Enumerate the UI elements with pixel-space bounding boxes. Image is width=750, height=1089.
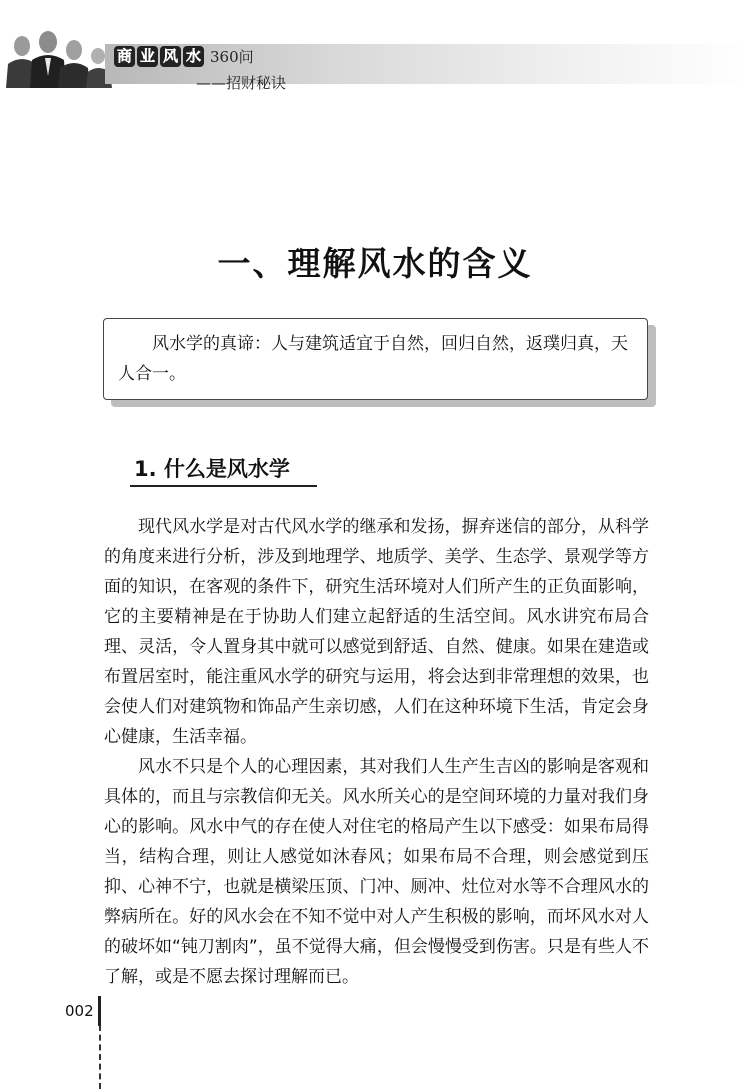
book-title-char: 水 — [183, 46, 204, 67]
businessmen-photo-icon — [0, 26, 112, 88]
page-margin-rule-solid — [98, 996, 101, 1026]
book-title-char: 业 — [137, 46, 158, 67]
body-text — [104, 512, 649, 992]
quote-text: 风水学的真谛：人与建筑适宜于自然，回归自然，返璞归真，天人合一。 — [118, 334, 628, 384]
section-underline — [130, 485, 317, 487]
paragraph: 现代风水学是对古代风水学的继承和发扬，摒弃迷信的部分，从科学的角度来进行分析，涉及到地理学、地质学、美学、生态学、景观学等方面的知识，在客观的条件下，研究生活环境对人们所产生的正负面影响，它的主要精神是在于协助人们建立起舒适的生活空间。风水讲究布局合理、灵活，令人置身其中就可以感觉到舒适、自然、健康。如果在建造或布置居室时，能注重风水学的研究与运用，将会达到非常理想的效果，也会使人们对建筑物和饰品产生亲切感，人们在这种环境下生活，肯定会身心健康，生活幸福。 — [104, 517, 649, 747]
book-subtitle: ——招财秘诀 — [196, 74, 287, 92]
paragraph: 风水不只是个人的心理因素，其对我们人生产生吉凶的影响是客观和具体的，而且与宗教信仰无关。风水所关心的是空间环境的力量对我们身心的影响。风水中气的存在使人对住宅的格局产生以下感受：如果布局得当，结构合理，则让人感觉如沐春风；如果布局不合理，则会感觉到压抑、心神不宁，也就是横梁压顶、门冲、厕冲、灶位对水等不合理风水的弊病所在。好的风水会在不知不觉中对人产生积极的影响，而坏风水对人的破坏如“钝刀割肉”，虽不觉得大痛，但会慢慢受到伤害。只是有些人不了解，或是不愿去探讨理解而已。 — [104, 757, 649, 987]
book-title-char: 商 — [114, 46, 135, 67]
book-title-char: 风 — [160, 46, 181, 67]
book-title — [114, 46, 254, 67]
book-title-count: 360问 — [210, 48, 254, 66]
section-title: 1. 什么是风水学 — [134, 457, 290, 481]
chapter-title: 一、理解风水的含义 — [217, 244, 533, 283]
running-header — [0, 26, 750, 96]
page-number: 002 — [65, 1002, 94, 1020]
quote-box — [103, 318, 648, 400]
